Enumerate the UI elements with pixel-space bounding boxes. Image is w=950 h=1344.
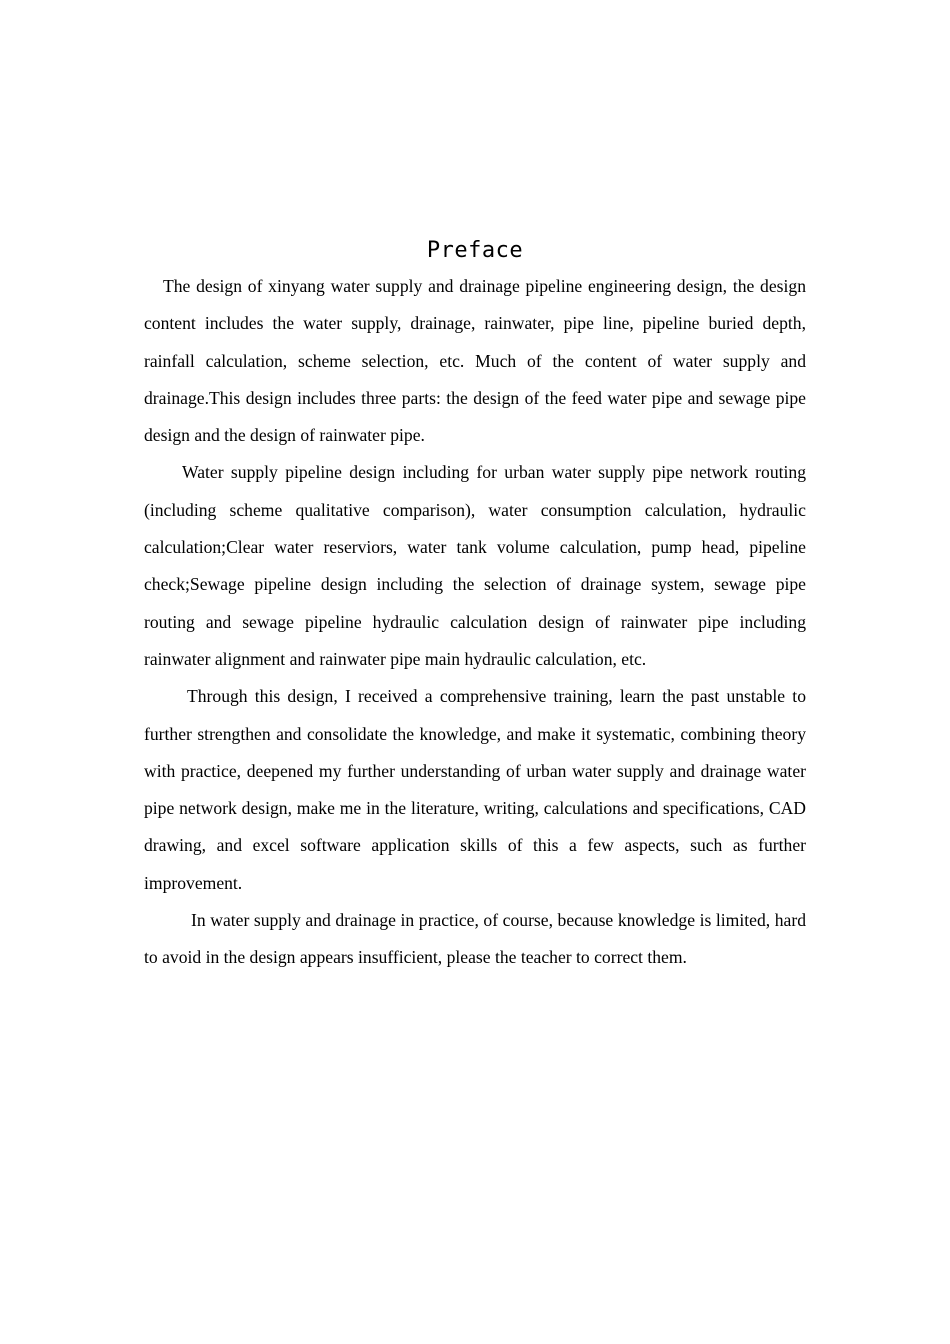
- preface-body: [144, 268, 806, 977]
- paragraph-training-summary: Through this design, I received a comprehensive training, learn the past unstable to further strengthen and consolidate the knowledge, and make it systematic, combining theory with practice, deepened my further understanding of urban water supply and drainage water pipe network design, make me in the literature, writing, calculations and specifications, CAD drawing, and excel software application skills of this a few aspects, such as further improvement.: [144, 686, 806, 893]
- paragraph-water-supply-design: Water supply pipeline design including for urban water supply pipe network routing (including scheme qualitative comparison), water consumption calculation, hydraulic calculation;Clear water reserviors, water tank volume calculation, pump head, pipeline check;Sewage pipeline design including the selection of drainage system, sewage pipe routing and sewage pipeline hydraulic calculation design of rainwater pipe including rainwater alignment and rainwater pipe main hydraulic calculation, etc.: [144, 462, 806, 669]
- paragraph-design-overview: The design of xinyang water supply and drainage pipeline engineering design, the design content includes the water supply, drainage, rainwater, pipe line, pipeline buried depth, rainfall calculation, scheme selection, etc. Much of the content of water supply and drainage.This design includes three parts: the design of the feed water pipe and sewage pipe design and the design of rainwater pipe.: [144, 276, 806, 446]
- page-title: Preface: [426, 238, 524, 263]
- paragraph-closing-remarks: In water supply and drainage in practice, of course, because knowledge is limited, hard to avoid in the design appears insufficient, please the teacher to correct them.: [144, 910, 806, 968]
